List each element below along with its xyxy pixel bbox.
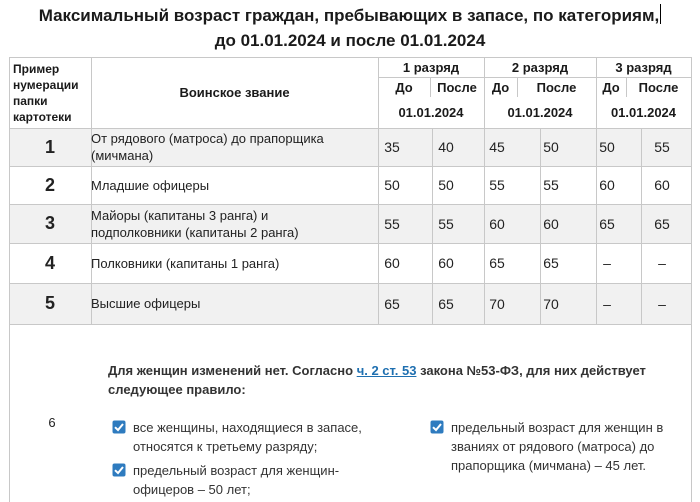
rank-label: Полковники (капитаны 1 ранга) [91,255,280,271]
row-number: 6 [48,414,56,430]
header-date-3: 01.01.2024 [610,105,677,120]
checkbox-checked-icon [112,420,126,434]
value-cat3-before: 65 [599,215,615,232]
value-cat2-before: 45 [489,139,505,155]
value-cat3-after: 55 [654,139,670,155]
header-after-1: После [437,79,477,95]
value-cat1-after: 60 [438,255,454,271]
value-cat1-after: 40 [438,139,454,155]
header-date-2: 01.01.2024 [507,105,573,120]
rank-label: Младшие офицеры [91,177,210,193]
value-cat1-after: 50 [438,177,454,193]
header-date-1: 01.01.2024 [398,105,464,120]
row-number: 5 [44,293,55,313]
row-number: 3 [44,213,55,233]
value-cat2-after: 65 [543,255,559,271]
value-cat1-before: 65 [384,295,400,312]
value-cat3-before: – [603,255,611,271]
value-cat2-after: 60 [543,215,559,232]
value-cat3-before: 60 [599,177,615,193]
value-cat3-before: 50 [599,139,615,155]
page-title: Максимальный возраст граждан, пребывающих в запасе, по категориям, [38,6,660,25]
law-link[interactable]: ч. 2 ст. 53 [356,363,417,378]
value-cat2-after: 70 [543,295,559,312]
value-cat1-after: 65 [438,295,454,312]
header-before-1: До [395,79,413,95]
header-category-3: 3 разряд [615,59,672,75]
value-cat3-after: – [658,295,666,312]
row-number: 2 [44,174,55,195]
page-subtitle: до 01.01.2024 и после 01.01.2024 [214,31,486,50]
row-number: 4 [44,252,55,273]
value-cat3-after: 65 [654,215,670,232]
value-cat3-before: – [603,295,611,312]
header-rank: Воинское звание [179,85,290,100]
value-cat2-after: 55 [543,177,559,193]
rank-label: Высшие офицеры [91,296,201,311]
value-cat1-before: 60 [384,255,400,271]
value-cat2-before: 55 [489,177,505,193]
women-note-lead: Для женщин изменений нет. Согласно ч. 2 ст. 53 закона №53-ФЗ, для них действует следующее правило: [108,363,646,397]
text-cursor [660,4,661,24]
list-item: предельный возраст для женщин- офицеров – 50 лет; [112,461,402,499]
value-cat3-after: – [658,255,666,271]
value-cat2-after: 50 [543,139,559,155]
value-cat1-after: 55 [438,215,454,232]
value-cat1-before: 35 [384,139,400,155]
value-cat1-before: 50 [384,177,400,193]
row-number: 1 [44,136,55,157]
checkbox-checked-icon [430,420,444,434]
list-item: предельный возраст для женщин в званиях от рядового (матроса) до прапорщика (мичмана) – 45 лет. [430,418,685,475]
header-before-2: До [491,79,510,95]
header-after-2: После [536,79,577,95]
rank-label: Майоры (капитаны 3 ранга) и подполковники (капитаны 2 ранга) [91,207,299,240]
header-after-3: После [638,79,679,95]
list-item: все женщины, находящиеся в запасе, относятся к третьему разряду; [112,418,402,456]
header-folder-number: Пример нумерации папки картотеки [13,62,79,124]
value-cat2-before: 70 [489,295,505,312]
value-cat2-before: 65 [489,255,505,271]
rank-label: От рядового (матроса) до прапорщика (мичмана) [91,131,324,163]
value-cat3-after: 60 [654,177,670,193]
value-cat1-before: 55 [384,215,400,232]
header-before-3: До [602,79,620,95]
header-category-1: 1 разряд [402,59,460,75]
checkbox-checked-icon [112,463,126,477]
header-category-2: 2 разряд [511,59,569,75]
value-cat2-before: 60 [489,215,505,232]
